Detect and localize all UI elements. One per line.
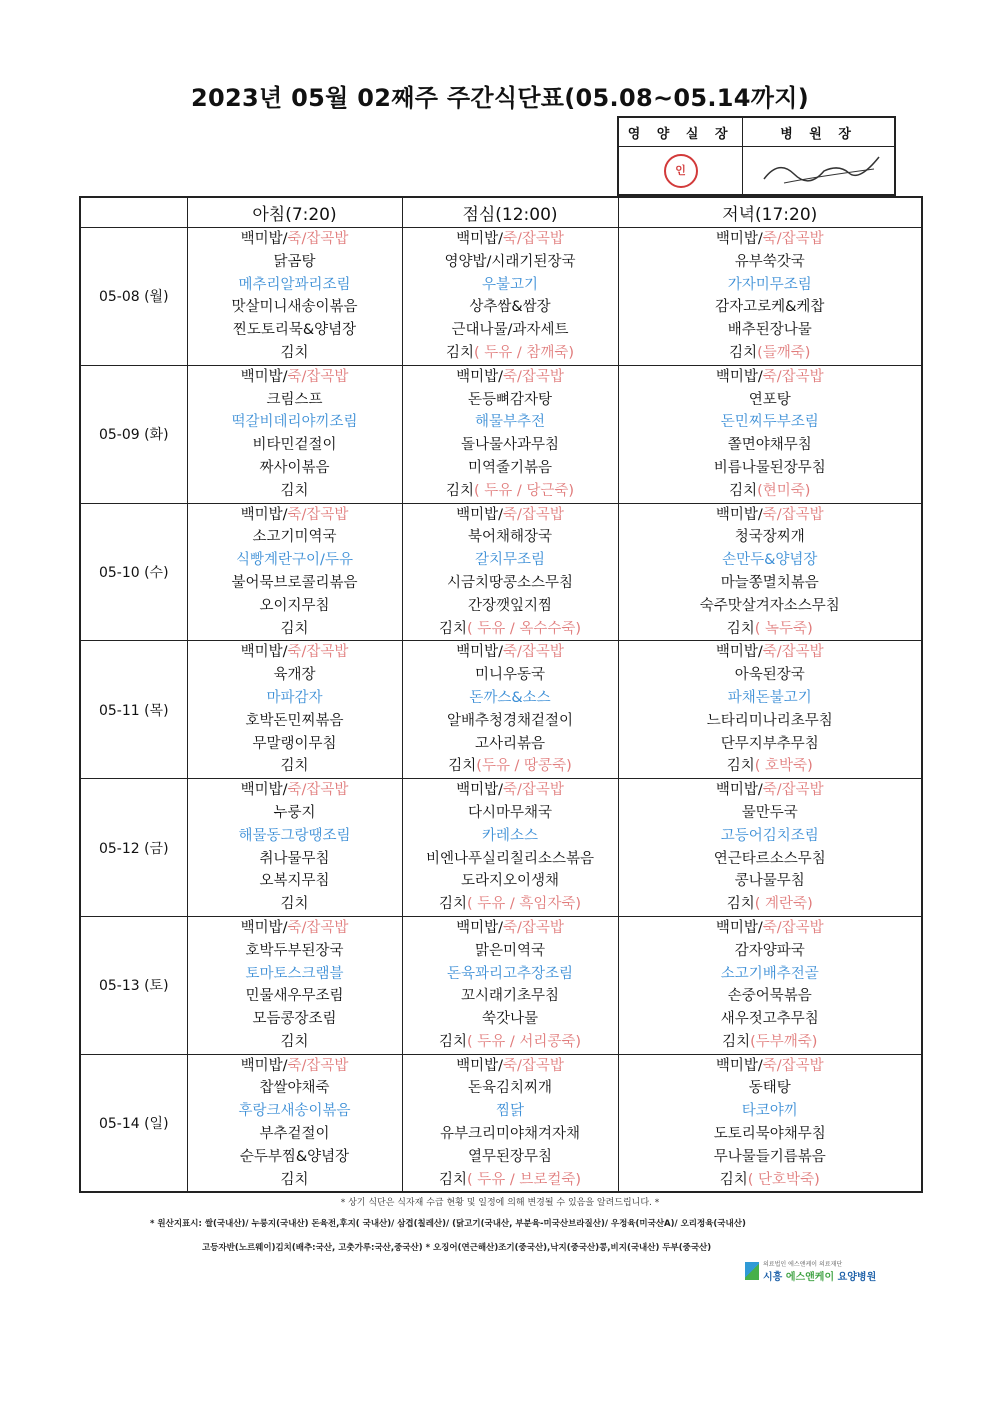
rice-alt-label: 죽/잡곡밥 <box>502 506 564 523</box>
menu-item: 감자양파국 <box>734 942 805 959</box>
porridge-label: ( 두유 / 당근죽) <box>473 482 575 499</box>
menu-item-label: 김치 <box>729 344 758 361</box>
menu-item: 마파감자 <box>266 689 323 706</box>
change-notice: * 상기 식단은 식자재 수급 현황 및 일정에 의해 변경될 수 있음을 알려드립니다. * <box>340 1198 660 1208</box>
menu-item: 동태탕 <box>748 1080 791 1097</box>
menu-item-label: 김치 <box>448 758 477 775</box>
menu-item: 모듬콩장조림 <box>252 1011 337 1028</box>
menu-item-kimchi <box>619 1031 922 1054</box>
menu-item: 무나물들기름볶음 <box>713 1148 826 1165</box>
menu-item: 찐도토리묵&양념장 <box>232 322 357 339</box>
rice-white-label: 백미밥/ <box>715 1057 763 1074</box>
menu-cell-breakfast <box>187 779 402 917</box>
porridge-label: ( 두유 / 옥수수죽) <box>466 620 582 637</box>
origin-info-line-2: 고등자반(노르웨이)김치(배추:국산, 고춧가루:국산,중국산) * 오징어(연근해산)조기(중국산),낙지(중국산)콩,비지(국내산) 두부(중국산) <box>202 1243 712 1253</box>
menu-row <box>80 1054 922 1192</box>
porridge-label: ( 두유 / 브로컬죽) <box>466 1171 582 1188</box>
menu-item: 김치 <box>280 1171 309 1188</box>
menu-item: 메추리알꽈리조림 <box>238 276 351 293</box>
menu-item: 비엔나푸실리칠리소스볶음 <box>425 850 595 867</box>
menu-item: 찜닭 <box>495 1103 524 1120</box>
menu-item: 해물부추전 <box>474 414 546 431</box>
rice-alt-label: 죽/잡곡밥 <box>287 506 349 523</box>
menu-item: 크림스프 <box>266 391 323 408</box>
menu-row <box>80 641 922 779</box>
menu-cell-breakfast <box>187 365 402 503</box>
menu-item-rice <box>403 1055 618 1078</box>
menu-date: 05-14 (일) <box>80 1054 187 1192</box>
menu-item-kimchi <box>619 480 922 503</box>
header-blank <box>80 197 187 228</box>
menu-item-rice <box>188 366 402 389</box>
menu-item: 연근타르소스무침 <box>713 850 826 867</box>
approval-director-label: 병 원 장 <box>743 118 895 147</box>
menu-cell-dinner <box>618 641 922 779</box>
menu-item: 찹쌀야채죽 <box>259 1080 330 1097</box>
menu-item: 고등어김치조림 <box>720 827 819 844</box>
menu-cell-lunch <box>402 779 618 917</box>
logo-brand: 에스앤케이 <box>785 1272 835 1283</box>
menu-table <box>79 196 923 1193</box>
rice-alt-label: 죽/잡곡밥 <box>762 231 824 247</box>
menu-item: 쫄면야채무침 <box>727 437 812 454</box>
menu-item-rice <box>619 1055 922 1078</box>
rice-alt-label: 죽/잡곡밥 <box>502 644 564 661</box>
rice-white-label: 백미밥/ <box>456 1057 503 1074</box>
menu-item-rice <box>403 641 618 664</box>
menu-item: 김치 <box>280 344 309 361</box>
menu-item-label: 김치 <box>719 1171 748 1188</box>
menu-item: 파채돈불고기 <box>727 689 812 706</box>
logo-foundation: 의료법인 에스앤케이 의료재단 <box>763 1261 843 1268</box>
menu-item: 불어묵브로콜리볶음 <box>231 574 358 591</box>
menu-item: 육개장 <box>273 667 316 684</box>
menu-item: 비름나물된장무침 <box>713 459 826 476</box>
menu-item: 숙주맛살겨자소스무침 <box>699 597 840 614</box>
rice-alt-label: 죽/잡곡밥 <box>287 919 349 936</box>
rice-alt-label: 죽/잡곡밥 <box>287 1057 349 1074</box>
rice-white-label: 백미밥/ <box>715 919 763 936</box>
header-dinner: 저녁(17:20) <box>618 197 922 228</box>
menu-item: 해물동그랑땡조림 <box>238 827 351 844</box>
menu-item-label: 김치 <box>438 1033 467 1050</box>
menu-item-rice <box>188 641 402 664</box>
rice-white-label: 백미밥/ <box>456 644 503 661</box>
rice-white-label: 백미밥/ <box>456 368 503 385</box>
menu-item-rice <box>403 504 618 527</box>
rice-white-label: 백미밥/ <box>240 231 288 247</box>
menu-row <box>80 228 922 366</box>
menu-item-label: 김치 <box>438 620 467 637</box>
menu-item: 미니우동국 <box>474 667 546 684</box>
menu-item: 돈육김치찌개 <box>467 1080 553 1097</box>
menu-item: 김치 <box>280 1033 309 1050</box>
rice-alt-label: 죽/잡곡밥 <box>762 919 824 936</box>
menu-item-label: 김치 <box>726 620 755 637</box>
menu-cell-dinner <box>618 503 922 641</box>
rice-alt-label: 죽/잡곡밥 <box>502 1057 564 1074</box>
menu-item-label: 김치 <box>438 1171 467 1188</box>
menu-date: 05-10 (수) <box>80 503 187 641</box>
header-breakfast: 아침(7:20) <box>187 197 402 228</box>
menu-item-label: 김치 <box>438 896 467 913</box>
menu-cell-dinner <box>618 779 922 917</box>
menu-item: 손중어묵볶음 <box>727 988 812 1005</box>
rice-alt-label: 죽/잡곡밥 <box>762 368 824 385</box>
menu-item: 카레소스 <box>481 827 539 844</box>
menu-item: 도라지오이생채 <box>460 873 560 890</box>
menu-item: 민물새우무조림 <box>245 988 344 1005</box>
menu-item-rice <box>188 917 402 940</box>
logo-suffix: 요양병원 <box>837 1272 877 1283</box>
rice-alt-label: 죽/잡곡밥 <box>502 919 564 936</box>
menu-item-rice <box>619 504 922 527</box>
porridge-label: (두유 / 땅콩죽) <box>476 758 572 775</box>
rice-alt-label: 죽/잡곡밥 <box>762 782 824 799</box>
rice-white-label: 백미밥/ <box>240 1057 288 1074</box>
menu-item: 부추겉절이 <box>259 1126 330 1143</box>
approval-director-signature <box>743 147 895 195</box>
menu-item: 도토리묵야채무침 <box>713 1126 826 1143</box>
menu-row <box>80 365 922 503</box>
menu-cell-breakfast <box>187 641 402 779</box>
menu-item-rice <box>403 228 618 251</box>
menu-cell-lunch <box>402 503 618 641</box>
menu-item: 맛살미니새송이볶음 <box>231 299 358 316</box>
menu-item: 오이지무침 <box>259 597 330 614</box>
menu-item-kimchi <box>403 1169 618 1192</box>
approval-box <box>617 116 896 196</box>
porridge-label: ( 녹두죽) <box>754 620 813 637</box>
menu-item: 아욱된장국 <box>734 667 805 684</box>
menu-item: 김치 <box>280 620 309 637</box>
menu-item-label: 김치 <box>445 482 474 499</box>
menu-item: 김치 <box>280 482 309 499</box>
menu-item: 유부쑥갓국 <box>734 253 805 270</box>
porridge-label: ( 호박죽) <box>754 758 813 775</box>
menu-item: 꼬시래기초무침 <box>460 988 560 1005</box>
menu-item: 무말랭이무침 <box>252 735 337 752</box>
hospital-logo-icon <box>745 1262 759 1280</box>
menu-item-rice <box>403 917 618 940</box>
menu-item: 우불고기 <box>481 276 539 293</box>
menu-item-kimchi <box>403 618 618 641</box>
rice-white-label: 백미밥/ <box>240 644 288 661</box>
header-lunch: 점심(12:00) <box>402 197 618 228</box>
porridge-label: (두부깨죽) <box>750 1033 818 1050</box>
menu-item: 상추쌈&쌈장 <box>469 299 551 316</box>
rice-alt-label: 죽/잡곡밥 <box>287 782 349 799</box>
rice-white-label: 백미밥/ <box>240 782 288 799</box>
rice-white-label: 백미밥/ <box>715 368 763 385</box>
menu-item-rice <box>619 366 922 389</box>
menu-item-rice <box>188 1055 402 1078</box>
menu-item: 호박두부된장국 <box>245 942 344 959</box>
porridge-label: ( 두유 / 서리콩죽) <box>466 1033 582 1050</box>
menu-item: 닭곰탕 <box>273 253 316 270</box>
porridge-label: (현미죽) <box>757 482 811 499</box>
menu-item-label: 김치 <box>726 896 755 913</box>
menu-item-kimchi <box>619 1169 922 1192</box>
rice-alt-label: 죽/잡곡밥 <box>287 644 349 661</box>
approval-nutritionist-label: 영 양 실 장 <box>619 118 743 147</box>
menu-item-kimchi <box>619 342 922 365</box>
menu-item: 영양밥/시래기된장국 <box>444 253 576 270</box>
menu-item: 청국장찌개 <box>734 529 805 546</box>
menu-item: 감자고로케&케찹 <box>715 299 825 316</box>
menu-item-label: 김치 <box>726 758 755 775</box>
menu-item-rice <box>188 779 402 802</box>
menu-item: 열무된장무침 <box>467 1148 553 1165</box>
porridge-label: ( 두유 / 흑임자죽) <box>466 896 582 913</box>
hospital-logo <box>745 1259 876 1283</box>
menu-item: 오복지무침 <box>259 873 330 890</box>
menu-cell-breakfast <box>187 503 402 641</box>
rice-white-label: 백미밥/ <box>456 919 503 936</box>
menu-item: 타코야끼 <box>741 1103 798 1120</box>
rice-alt-label: 죽/잡곡밥 <box>762 1057 824 1074</box>
menu-cell-lunch <box>402 641 618 779</box>
menu-item: 손만두&양념장 <box>722 552 818 569</box>
menu-item: 돈등뼈감자탕 <box>467 391 553 408</box>
menu-item: 북어채해장국 <box>467 529 553 546</box>
menu-cell-lunch <box>402 365 618 503</box>
origin-info-line-1: * 원산지표시: 쌀(국내산)/ 누룽지(국내산) 돈육전,후지( 국내산)/ 삼겹(칠레산)/ (닭고기(국내산, 부분육-미국산브라질산)/ 우정육(미국산A)/ 오리정육(국내산) <box>150 1219 746 1229</box>
menu-item-kimchi <box>403 1031 618 1054</box>
menu-item-rice <box>188 504 402 527</box>
menu-item: 맑은미역국 <box>474 942 546 959</box>
menu-item: 연포탕 <box>748 391 791 408</box>
menu-item: 식빵계란구이/두유 <box>236 552 353 569</box>
menu-date: 05-13 (토) <box>80 916 187 1054</box>
menu-cell-lunch <box>402 916 618 1054</box>
rice-white-label: 백미밥/ <box>240 919 288 936</box>
menu-item-rice <box>619 228 922 251</box>
logo-city: 시흥 <box>763 1272 783 1283</box>
porridge-label: ( 두유 / 참깨죽) <box>473 344 575 361</box>
menu-item: 돌나물사과무침 <box>460 437 560 454</box>
menu-item: 돈육꽈리고추장조림 <box>446 965 574 982</box>
rice-white-label: 백미밥/ <box>240 368 288 385</box>
menu-cell-dinner <box>618 365 922 503</box>
menu-row <box>80 779 922 917</box>
signature-icon <box>754 149 884 189</box>
menu-item: 마늘쫑멸치볶음 <box>720 574 819 591</box>
menu-header-row <box>80 197 922 228</box>
menu-row <box>80 503 922 641</box>
menu-item: 떡갈비데리야끼조림 <box>231 414 358 431</box>
menu-row <box>80 916 922 1054</box>
menu-item: 유부크리미야채겨자채 <box>439 1126 581 1143</box>
menu-item: 비타민겉절이 <box>252 437 337 454</box>
menu-item: 배추된장나물 <box>727 322 812 339</box>
menu-item: 순두부찜&양념장 <box>239 1148 350 1165</box>
menu-item: 소고기배추전골 <box>720 965 819 982</box>
menu-item-rice <box>619 779 922 802</box>
menu-item: 느타리미나리초무침 <box>706 712 833 729</box>
menu-cell-lunch <box>402 1054 618 1192</box>
menu-item: 쑥갓나물 <box>481 1011 539 1028</box>
menu-item-label: 김치 <box>445 344 474 361</box>
logo-name <box>763 1268 876 1283</box>
page-title: 2023년 05월 02째주 주간식단표(05.08~05.14까지) <box>190 84 810 112</box>
rice-alt-label: 죽/잡곡밥 <box>502 231 564 247</box>
rice-white-label: 백미밥/ <box>456 506 503 523</box>
menu-item: 콩나물무침 <box>734 873 805 890</box>
rice-white-label: 백미밥/ <box>240 506 288 523</box>
menu-item-rice <box>619 641 922 664</box>
menu-item-kimchi <box>403 480 618 503</box>
menu-cell-dinner <box>618 916 922 1054</box>
menu-item-rice <box>188 228 402 251</box>
menu-item: 갈치무조림 <box>474 552 546 569</box>
menu-item-kimchi <box>403 342 618 365</box>
menu-cell-breakfast <box>187 1054 402 1192</box>
rice-white-label: 백미밥/ <box>715 644 763 661</box>
rice-alt-label: 죽/잡곡밥 <box>502 782 564 799</box>
rice-white-label: 백미밥/ <box>715 506 763 523</box>
menu-item: 새우젓고추무침 <box>720 1011 819 1028</box>
seal-stamp-icon: 인 <box>664 154 698 188</box>
menu-item: 호박돈민찌볶음 <box>245 712 344 729</box>
menu-item: 알배추청경채겉절이 <box>446 712 574 729</box>
menu-item: 후랑크새송이볶음 <box>238 1103 351 1120</box>
menu-item-label: 김치 <box>722 1033 751 1050</box>
menu-item-rice <box>403 779 618 802</box>
menu-date: 05-12 (금) <box>80 779 187 917</box>
menu-cell-lunch <box>402 228 618 366</box>
menu-item: 근대나물/과자세트 <box>451 322 569 339</box>
menu-item-kimchi <box>619 618 922 641</box>
rice-white-label: 백미밥/ <box>456 231 503 247</box>
menu-item: 취나물무침 <box>259 850 330 867</box>
menu-item: 김치 <box>280 896 309 913</box>
rice-alt-label: 죽/잡곡밥 <box>287 231 349 247</box>
menu-item-kimchi <box>619 893 922 916</box>
menu-body <box>80 228 922 1193</box>
menu-cell-breakfast <box>187 916 402 1054</box>
menu-item-kimchi <box>403 893 618 916</box>
menu-item: 돈까스&소스 <box>469 689 551 706</box>
menu-item-rice <box>619 917 922 940</box>
menu-item: 고사리볶음 <box>474 735 546 752</box>
porridge-label: ( 계란죽) <box>754 896 813 913</box>
menu-date: 05-11 (목) <box>80 641 187 779</box>
rice-white-label: 백미밥/ <box>715 782 763 799</box>
rice-alt-label: 죽/잡곡밥 <box>762 644 824 661</box>
rice-alt-label: 죽/잡곡밥 <box>762 506 824 523</box>
menu-item: 소고기미역국 <box>252 529 337 546</box>
menu-item: 단무지부추무침 <box>720 735 819 752</box>
approval-nutritionist-stamp <box>619 147 743 195</box>
menu-item: 누룽지 <box>273 804 316 821</box>
menu-item: 짜사이볶음 <box>259 459 330 476</box>
menu-item: 토마토스크램블 <box>245 965 344 982</box>
menu-item: 김치 <box>280 758 309 775</box>
menu-date: 05-08 (월) <box>80 228 187 366</box>
menu-item-label: 김치 <box>729 482 758 499</box>
menu-item: 다시마무채국 <box>467 804 553 821</box>
menu-item: 간장깻잎지찜 <box>467 597 553 614</box>
menu-cell-dinner <box>618 1054 922 1192</box>
menu-item: 가자미무조림 <box>727 276 812 293</box>
menu-date: 05-09 (화) <box>80 365 187 503</box>
menu-cell-breakfast <box>187 228 402 366</box>
menu-item: 돈민찌두부조림 <box>720 414 819 431</box>
menu-item-kimchi <box>619 755 922 778</box>
menu-item: 물만두국 <box>741 804 798 821</box>
menu-item-kimchi <box>403 755 618 778</box>
menu-item: 시금치땅콩소스무침 <box>446 574 574 591</box>
menu-cell-dinner <box>618 228 922 366</box>
rice-white-label: 백미밥/ <box>715 231 763 247</box>
rice-alt-label: 죽/잡곡밥 <box>502 368 564 385</box>
porridge-label: ( 단호박죽) <box>747 1171 820 1188</box>
rice-white-label: 백미밥/ <box>456 782 503 799</box>
menu-item: 미역줄기볶음 <box>467 459 553 476</box>
porridge-label: (들깨죽) <box>757 344 811 361</box>
menu-item-rice <box>403 366 618 389</box>
rice-alt-label: 죽/잡곡밥 <box>287 368 349 385</box>
